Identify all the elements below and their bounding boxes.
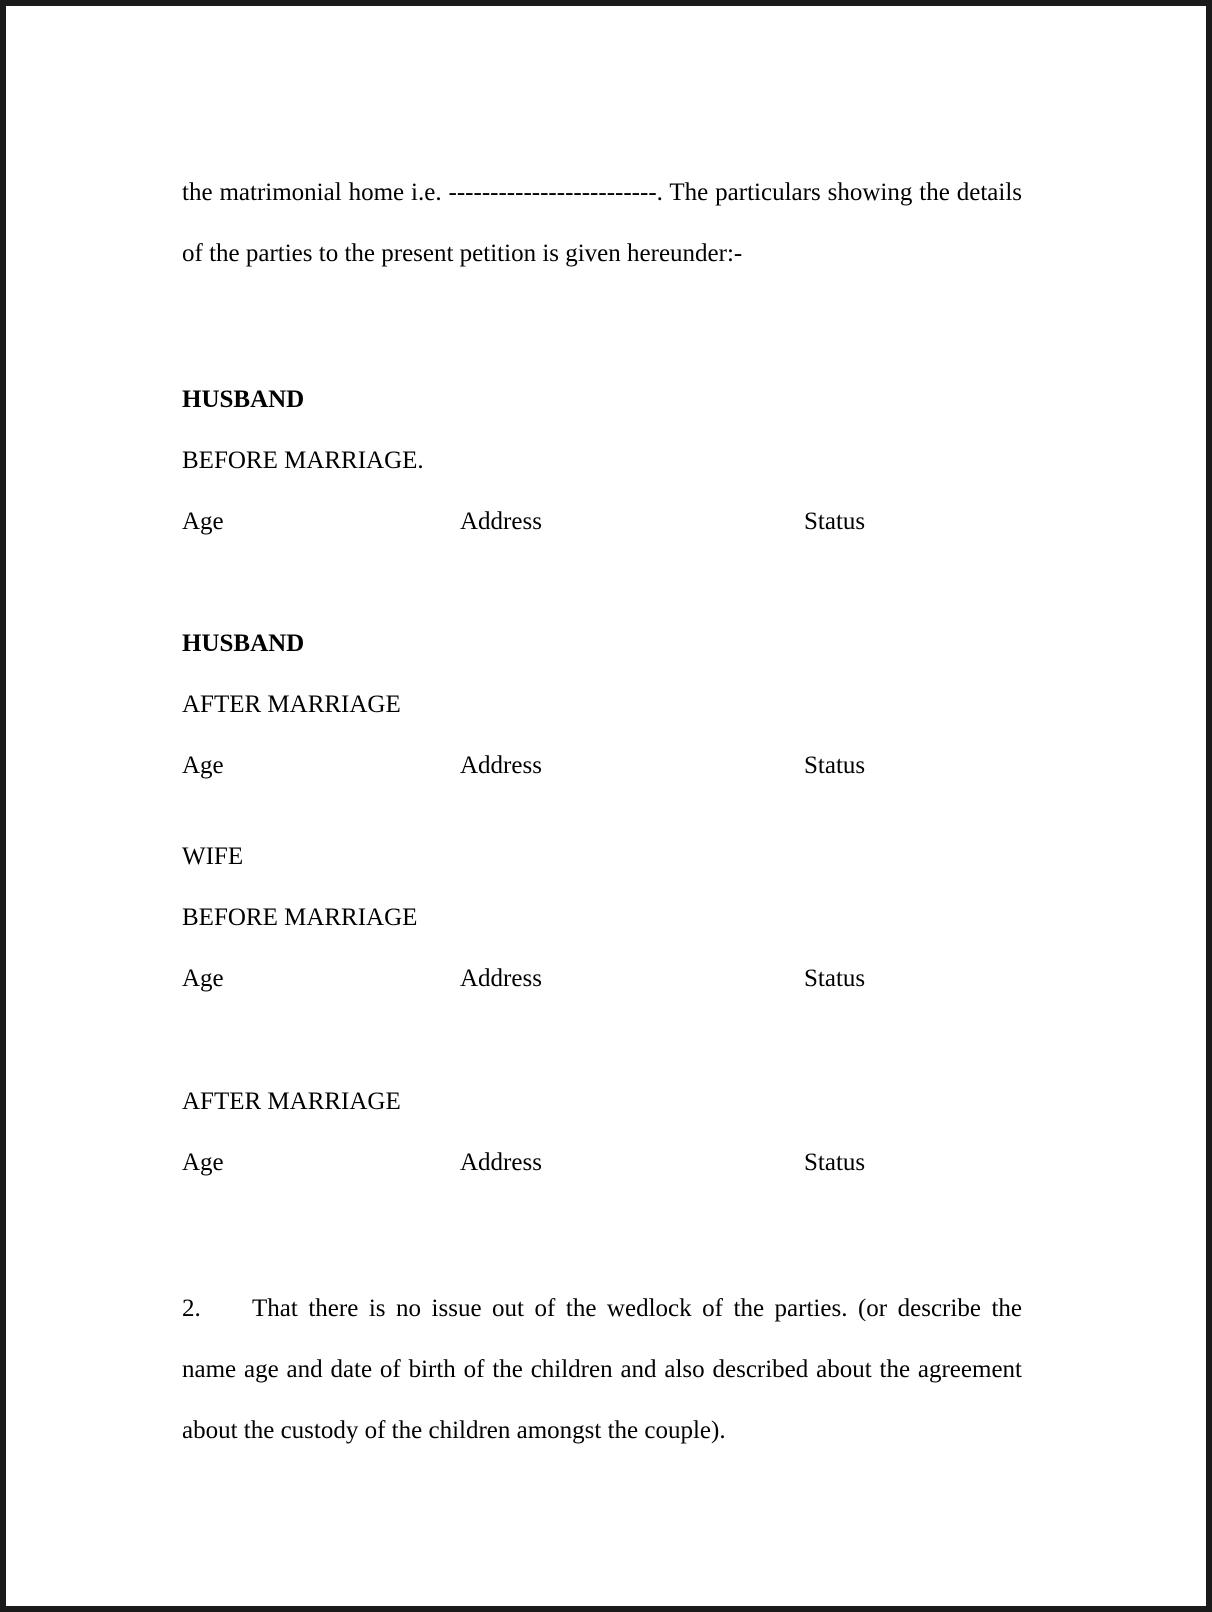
section-heading-husband-before: HUSBAND (182, 386, 305, 413)
column-header-status: Status (804, 965, 866, 992)
section-subheading-wife-after: AFTER MARRIAGE (182, 1088, 401, 1115)
column-header-age: Age (182, 965, 224, 992)
clause-text: That there is no issue out of the wedlock of the parties. (or describe the name age and date of birth of the children and also described about the agreement about the custody of the children amongst the couple). (182, 1295, 1022, 1444)
column-header-age: Age (182, 1149, 224, 1176)
column-header-status: Status (804, 1149, 866, 1176)
column-header-status: Status (804, 508, 866, 535)
column-header-address: Address (460, 508, 542, 535)
section-subheading-husband-before: BEFORE MARRIAGE. (182, 447, 424, 474)
column-header-age: Age (182, 752, 224, 779)
column-header-address: Address (460, 965, 542, 992)
section-subheading-husband-after: AFTER MARRIAGE (182, 691, 401, 718)
column-header-age: Age (182, 508, 224, 535)
spacer (182, 552, 1022, 613)
section-subheading-wife-before: BEFORE MARRIAGE (182, 904, 418, 931)
column-header-row-husband-before (182, 491, 1022, 552)
column-header-row-wife-after (182, 1132, 1022, 1193)
spacer (182, 284, 1022, 369)
spacer (182, 1009, 1022, 1071)
section-heading-husband-after: HUSBAND (182, 630, 305, 657)
section-heading-wife: WIFE (182, 843, 244, 870)
document-body (182, 162, 1022, 1461)
spacer (182, 1193, 1022, 1278)
spacer (182, 796, 1022, 826)
column-header-address: Address (460, 1149, 542, 1176)
column-header-address: Address (460, 752, 542, 779)
intro-paragraph: the matrimonial home i.e. -------------------------. The particulars showing the details of the parties to the present petition is given hereunder:- (182, 179, 1022, 267)
page-sheet (12, 12, 1200, 1600)
clause-paragraph (182, 1278, 1022, 1461)
column-header-row-wife-before (182, 948, 1022, 1009)
column-header-row-husband-after (182, 735, 1022, 796)
clause-number: 2. (182, 1295, 201, 1322)
column-header-status: Status (804, 752, 866, 779)
